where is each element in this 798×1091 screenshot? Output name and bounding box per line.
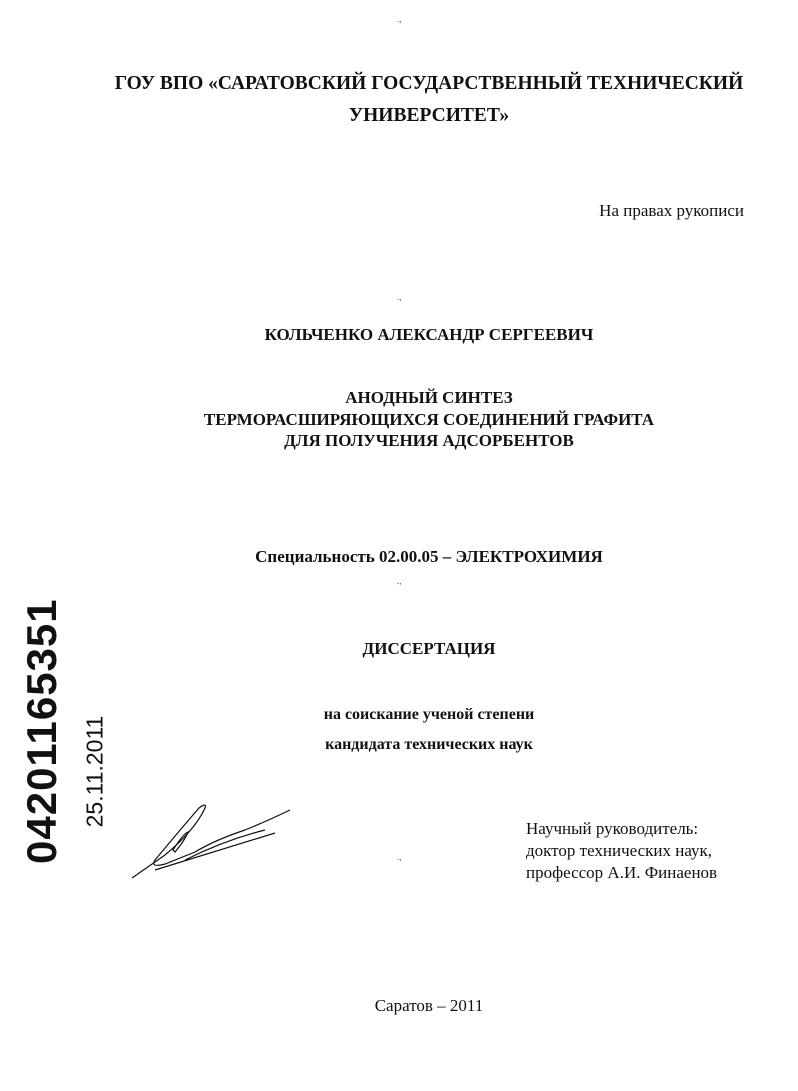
scan-mark: ., [397, 576, 402, 586]
registration-date-stamp: 25.11.2011 [81, 715, 108, 828]
degree-line-1: на соискание ученой степени [323, 706, 535, 723]
thesis-title-line-1: АНОДНЫЙ СИНТЕЗ [345, 388, 513, 407]
degree-line-2: кандидата технических наук [325, 736, 533, 753]
scan-mark: ., [397, 852, 402, 862]
supervisor-degree: доктор технических наук, [526, 841, 713, 860]
institution-line-1: ГОУ ВПО «САРАТОВСКИЙ ГОСУДАРСТВЕННЫЙ ТЕХНИЧЕСКИЙ [114, 73, 744, 94]
manuscript-rights-note: На правах рукописи [599, 201, 744, 220]
thesis-title-line-3: ДЛЯ ПОЛУЧЕНИЯ АДСОРБЕНТОВ [284, 431, 574, 450]
supervisor-name: профессор А.И. Финаенов [526, 863, 718, 882]
document-type: ДИССЕРТАЦИЯ [362, 639, 496, 658]
registration-number-stamp: 04201165351 [18, 598, 65, 864]
author-name: КОЛЬЧЕНКО АЛЕКСАНДР СЕРГЕЕВИЧ [264, 325, 594, 344]
supervisor-block [526, 818, 717, 884]
thesis-title-line-2: ТЕРМОРАСШИРЯЮЩИХСЯ СОЕДИНЕНИЙ ГРАФИТА [203, 410, 655, 429]
city-year: Саратов – 2011 [374, 996, 484, 1015]
specialty: Специальность 02.00.05 – ЭЛЕКТРОХИМИЯ [255, 547, 603, 566]
signature [125, 800, 300, 885]
scan-mark: ., [397, 14, 402, 24]
supervisor-label: Научный руководитель: [526, 819, 699, 838]
scan-mark: ., [397, 292, 402, 302]
institution-line-2: УНИВЕРСИТЕТ» [348, 105, 510, 126]
